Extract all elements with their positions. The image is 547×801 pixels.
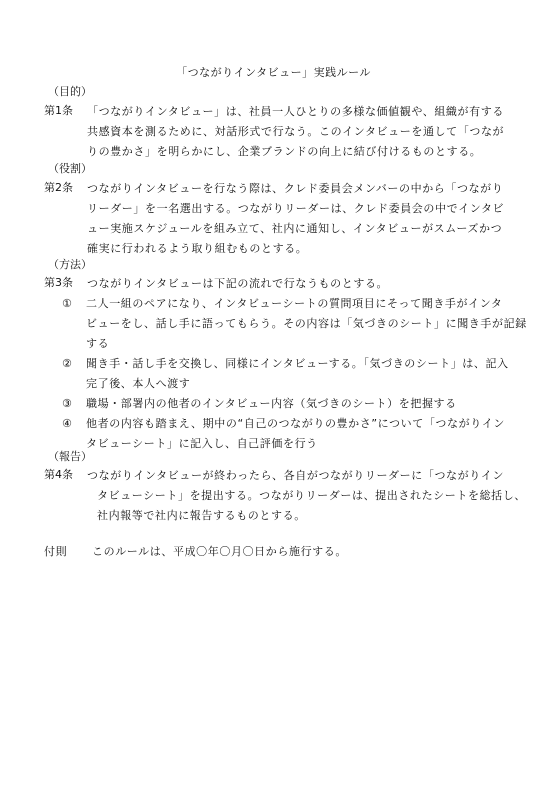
method-step-3 (60, 394, 510, 414)
article-1-line: りの豊かさ」を明らかにし、企業ブランドの向上に結び付けるものとする。 (87, 145, 482, 158)
supplementary-label: 付則 (44, 545, 68, 558)
step-number: ① (62, 297, 73, 310)
article-1 (44, 102, 504, 162)
step-line: 他者の内容も踏まえ、期中の“自己のつながりの豊かさ”について「つながりイン (86, 417, 506, 430)
article-2-label: 第2条 (44, 181, 73, 194)
step-line: する (86, 337, 110, 350)
section-heading-role: （役割） (48, 162, 92, 175)
article-3-body (87, 274, 504, 294)
article-1-body (87, 102, 504, 162)
article-2-line: ュー実施スケジュールを組み立て、社内に通知し、インタビューがスムーズかつ (87, 222, 503, 235)
step-line: ビューをし、話し手に語ってもらう。その内容は「気づきのシート」に聞き手が記録 (86, 317, 527, 330)
article-1-label: 第1条 (44, 104, 73, 117)
article-4-body (87, 466, 526, 526)
step-number: ③ (62, 397, 73, 410)
step-line: 聞き手・話し手を交換し、同様にインタビューする。「気づきのシート」は、記入 (86, 357, 509, 370)
article-2 (44, 179, 504, 259)
method-steps (60, 294, 527, 454)
method-step-4 (60, 414, 510, 454)
supplementary-provision (44, 543, 347, 559)
step-line: タビューシート」に記入し、自己評価を行う (86, 437, 318, 450)
step-number: ② (62, 357, 73, 370)
step-line: 完了後、本人へ渡す (86, 377, 191, 390)
article-4 (44, 466, 526, 526)
article-2-body (87, 179, 504, 259)
document-title: 「つながりインタビュー」実践ルール (176, 66, 371, 79)
article-2-line: つながりインタビューを行なう際は、クレド委員会メンバーの中から「つながり (87, 182, 504, 195)
article-4-line: つながりインタビューが終わったら、各自がつながりリーダーに「つながりイン (87, 469, 505, 482)
article-3 (44, 274, 504, 294)
article-1-line: 「つながりインタビュー」は、社員一人ひとりの多様な価値観や、組織が有する (87, 105, 504, 118)
article-4-line: 社内報等で社内に報告するものとする。 (97, 509, 306, 522)
article-3-label: 第3条 (44, 276, 73, 289)
supplementary-text: このルールは、平成〇年〇月〇日から施行する。 (92, 545, 347, 558)
method-step-1 (60, 294, 527, 354)
step-line: 職場・部署内の他者のインタビュー内容（気づきのシート）を把握する (86, 397, 457, 410)
article-2-line: リーダー」を一名選出する。つながりリーダーは、クレド委員会の中でインタビ (87, 202, 505, 215)
step-line: 二人一組のペアになり、インタビューシートの質問項目にそって聞き手がインタ (86, 297, 503, 310)
section-heading-method: （方法） (48, 258, 92, 271)
step-number: ④ (62, 417, 73, 430)
article-2-line: 確実に行われるよう取り組むものとする。 (87, 242, 308, 255)
article-3-line: つながりインタビューは下記の流れで行なうものとする。 (87, 277, 389, 290)
article-4-line: タビューシート」を提出する。つながりリーダーは、提出されたシートを総括し、 (97, 489, 526, 502)
method-step-2 (60, 354, 510, 394)
article-4-label: 第4条 (44, 468, 73, 481)
section-heading-report: （報告） (48, 450, 92, 463)
section-heading-purpose: （目的） (48, 85, 92, 98)
article-1-line: 共感資本を測るために、対話形式で行なう。このインタビューを通して「つなが (87, 125, 505, 138)
